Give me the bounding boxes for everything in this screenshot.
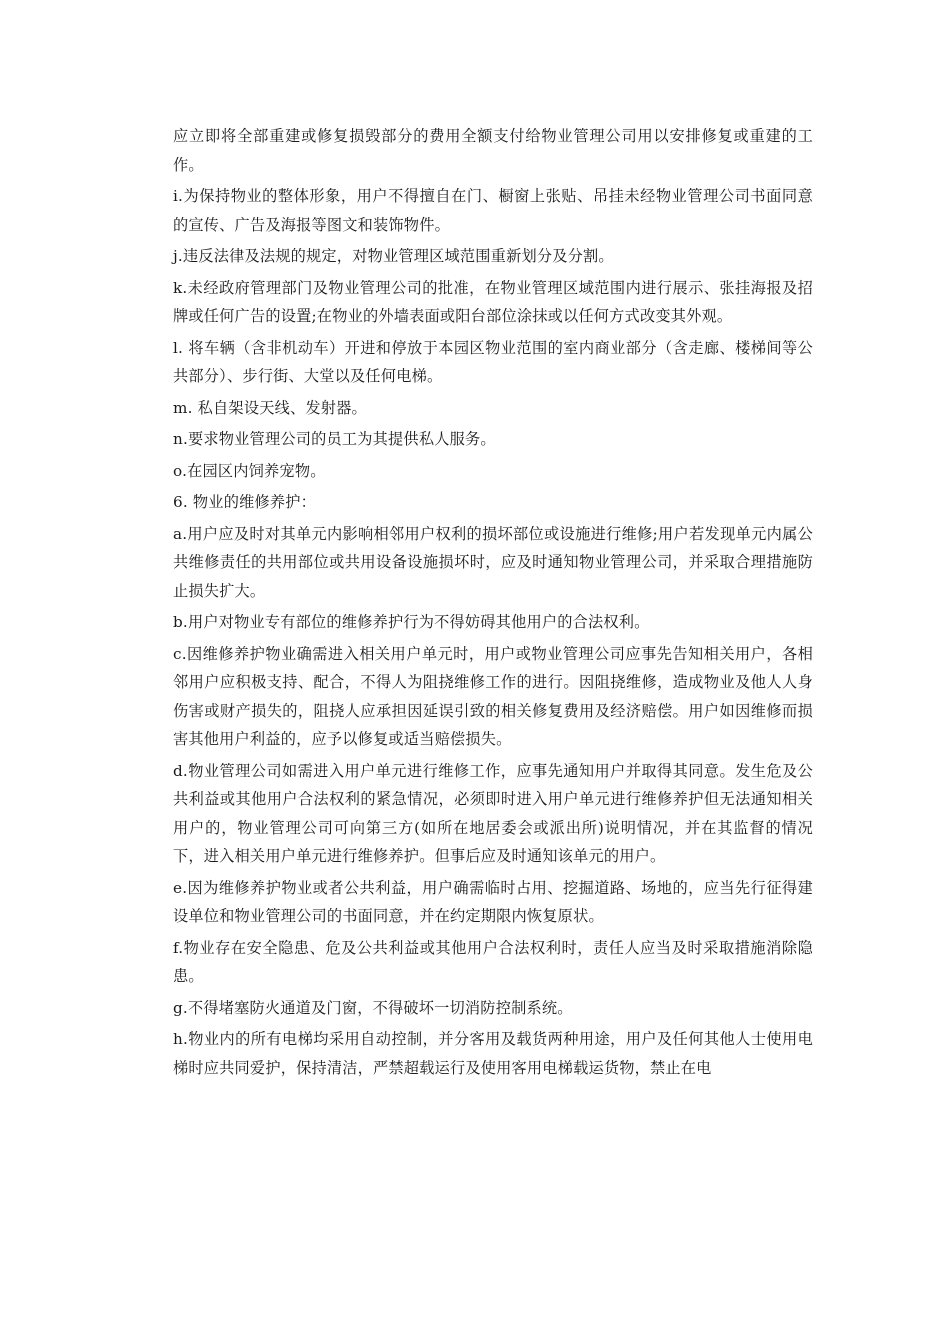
paragraph-continuation: 应立即将全部重建或修复损毁部分的费用全额支付给物业管理公司用以安排修复或重建的工作。	[173, 127, 813, 174]
paragraph-item-e: e.因为维修养护物业或者公共利益，用户确需临时占用、挖掘道路、场地的，应当先行征得建设单位和物业管理公司的书面同意，并在约定期限内恢复原状。	[173, 878, 813, 925]
paragraph-item-g: g.不得堵塞防火通道及门窗，不得破坏一切消防控制系统。	[173, 998, 573, 1017]
paragraph-item-o: o.在园区内饲养宠物。	[173, 461, 326, 480]
paragraph-item-l: l. 将车辆（含非机动车）开进和停放于本园区物业范围的室内商业部分（含走廊、楼梯间等公共部分）、步行街、大堂以及任何电梯。	[173, 338, 813, 385]
paragraph-item-h: h.物业内的所有电梯均采用自动控制，并分客用及载货两种用途，用户及任何其他人士使用电梯时应共同爱护，保持清洁，严禁超载运行及使用客用电梯载运货物，禁止在电	[173, 1030, 813, 1077]
paragraph-item-f: f.物业存在安全隐患、危及公共利益或其他用户合法权利时，责任人应当及时采取措施消除隐患。	[173, 938, 813, 985]
paragraph-item-m: m. 私自架设天线、发射器。	[173, 398, 367, 417]
paragraph-item-b: b.用户对物业专有部位的维修养护行为不得妨碍其他用户的合法权利。	[173, 613, 650, 631]
paragraph-item-c: c.因维修养护物业确需进入相关用户单元时，用户或物业管理公司应事先告知相关用户，各相邻用户应积极支持、配合，不得人为阻挠维修工作的进行。因阻挠维修，造成物业及他人人身伤害或财产损失的，阻挠人应承担因延误引致的相关修复费用及经济赔偿。用户如因维修而损害其他用户利益的，应予以修复或适当赔偿损失。	[173, 644, 813, 748]
paragraph-item-j: j.违反法律及法规的规定，对物业管理区域范围重新划分及分割。	[173, 247, 614, 265]
section-heading-6: 6. 物业的维修养护：	[173, 493, 317, 511]
paragraph-item-n: n.要求物业管理公司的员工为其提供私人服务。	[173, 430, 496, 448]
paragraph-item-i: i.为保持物业的整体形象，用户不得擅自在门、橱窗上张贴、吊挂未经物业管理公司书面同意的宣传、广告及海报等图文和装饰物件。	[173, 187, 813, 234]
document-body	[173, 122, 813, 1085]
paragraph-item-d: d.物业管理公司如需进入用户单元进行维修工作，应事先通知用户并取得其同意。发生危及公共利益或其他用户合法权利的紧急情况，必须即时进入用户单元进行维修养护但无法通知相关用户的，物业管理公司可向第三方(如所在地居委会或派出所)说明情况，并在其监督的情况下，进入相关用户单元进行维修养护。但事后应及时通知该单元的用户。	[173, 761, 813, 865]
paragraph-item-a: a.用户应及时对其单元内影响相邻用户权利的损坏部位或设施进行维修;用户若发现单元内属公共维修责任的共用部位或共用设备设施损坏时，应及时通知物业管理公司，并采取合理措施防止损失扩大。	[173, 524, 813, 600]
paragraph-item-k: k.未经政府管理部门及物业管理公司的批准，在物业管理区域范围内进行展示、张挂海报及招牌或任何广告的设置;在物业的外墙表面或阳台部位涂抹或以任何方式改变其外观。	[173, 278, 813, 325]
